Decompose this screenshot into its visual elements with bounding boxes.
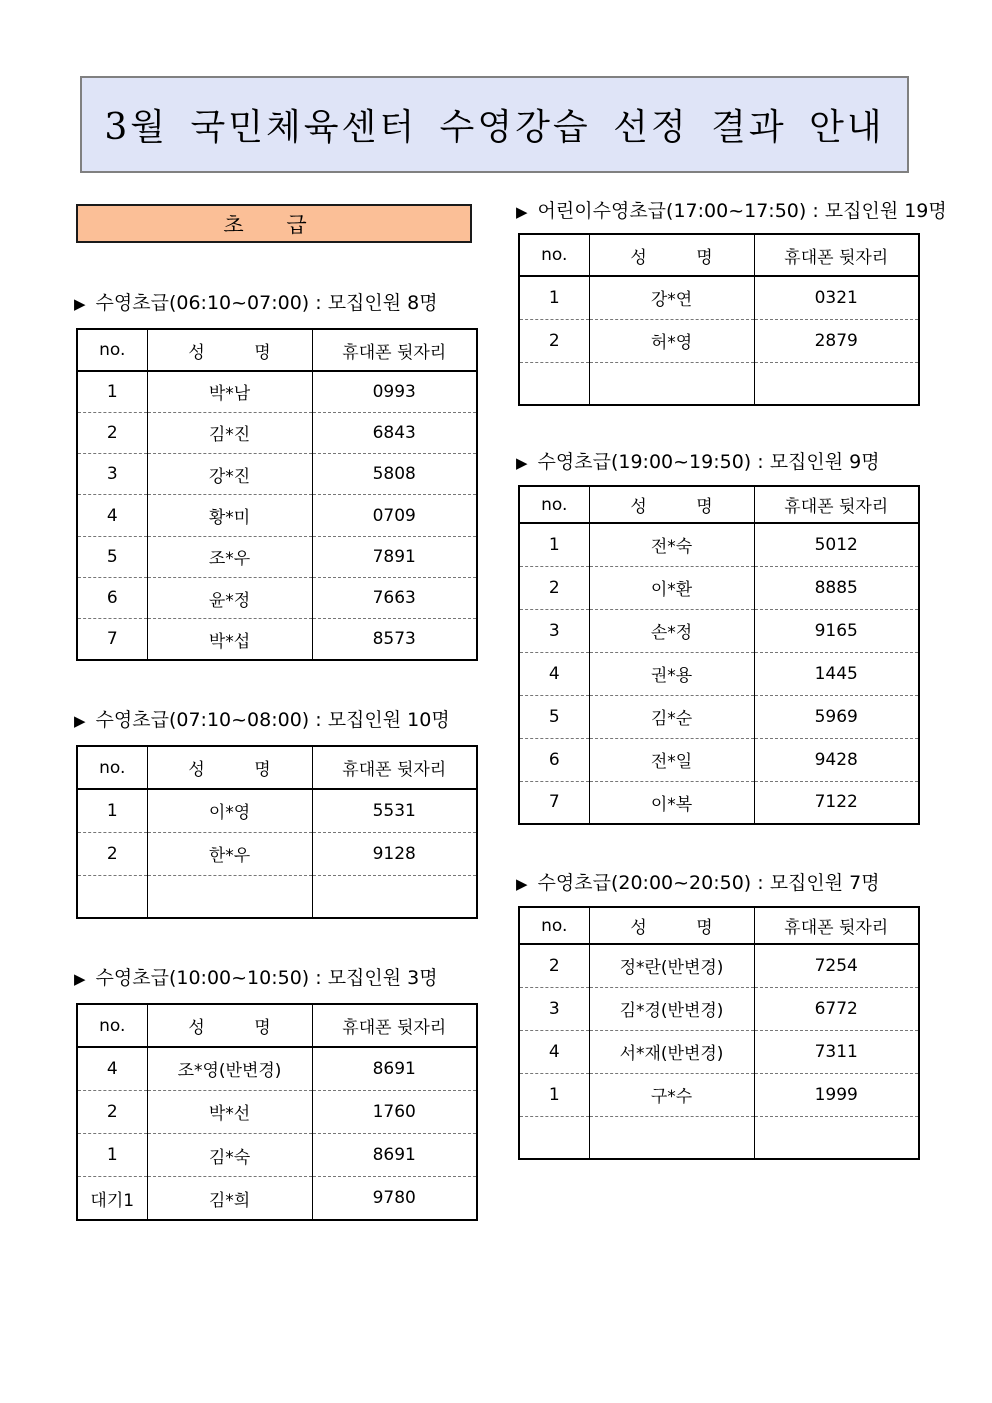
column-header-name: 성 명 [147, 329, 312, 371]
cell-no: 7 [77, 619, 147, 660]
column-header-name: 성 명 [147, 746, 312, 789]
cell-phone: 1445 [754, 652, 919, 695]
cell-no: 4 [519, 1030, 589, 1073]
table-row [77, 536, 477, 577]
table-row [519, 566, 919, 609]
section-heading-text: 수영초급(07:10~08:00) : 모집인원 10명 [95, 709, 450, 731]
cell-no: 1 [519, 523, 589, 566]
cell-name: 조*우 [147, 536, 312, 577]
cell-name: 한*우 [147, 832, 312, 875]
cell-phone [312, 875, 477, 918]
cell-name: 이*환 [589, 566, 754, 609]
arrow-icon: ▶ [516, 875, 528, 893]
cell-no: 2 [77, 412, 147, 453]
arrow-icon: ▶ [516, 203, 528, 221]
table-row [519, 523, 919, 566]
column-header-no: no. [77, 1004, 147, 1047]
cell-name: 윤*정 [147, 577, 312, 618]
cell-phone: 8885 [754, 566, 919, 609]
cell-phone: 7663 [312, 577, 477, 618]
cell-no: 2 [519, 944, 589, 987]
cell-name [147, 875, 312, 918]
cell-phone: 9428 [754, 738, 919, 781]
section-heading [74, 705, 450, 732]
level-label: 초 급 [76, 204, 472, 243]
cell-phone: 6772 [754, 987, 919, 1030]
table-row [77, 1134, 477, 1177]
section-heading-text: 수영초급(20:00~20:50) : 모집인원 7명 [537, 872, 880, 894]
cell-phone: 9165 [754, 609, 919, 652]
table-row [519, 362, 919, 405]
table-row [77, 412, 477, 453]
cell-name: 김*진 [147, 412, 312, 453]
table-row [519, 609, 919, 652]
cell-phone: 6843 [312, 412, 477, 453]
column-header-no: no. [519, 907, 589, 944]
table-row [519, 944, 919, 987]
cell-no: 5 [77, 536, 147, 577]
cell-phone: 8691 [312, 1047, 477, 1090]
cell-name: 허*영 [589, 319, 754, 362]
cell-phone: 7122 [754, 781, 919, 824]
table-row [519, 738, 919, 781]
cell-name: 손*정 [589, 609, 754, 652]
table-row [519, 1116, 919, 1159]
table-row [77, 875, 477, 918]
cell-phone: 7311 [754, 1030, 919, 1073]
cell-phone: 9128 [312, 832, 477, 875]
roster-table [518, 906, 920, 1160]
cell-name: 강*연 [589, 276, 754, 319]
cell-no: 1 [77, 371, 147, 412]
table-row [519, 1073, 919, 1116]
column-header-no: no. [519, 486, 589, 523]
section-heading [516, 196, 947, 223]
cell-phone: 5012 [754, 523, 919, 566]
cell-no: 5 [519, 695, 589, 738]
cell-no: 2 [77, 832, 147, 875]
table-row [519, 276, 919, 319]
cell-name: 김*경(반변경) [589, 987, 754, 1030]
cell-no [519, 362, 589, 405]
cell-no: 7 [519, 781, 589, 824]
cell-no: 대기1 [77, 1177, 147, 1220]
section-heading-text: 수영초급(19:00~19:50) : 모집인원 9명 [537, 451, 880, 473]
roster-table [518, 233, 920, 406]
table-row [519, 987, 919, 1030]
cell-no: 6 [77, 577, 147, 618]
cell-no [519, 1116, 589, 1159]
table-row [77, 577, 477, 618]
column-header-name: 성 명 [589, 486, 754, 523]
cell-no: 3 [519, 609, 589, 652]
section-heading [516, 447, 880, 474]
table-row [77, 1090, 477, 1133]
section-heading [74, 288, 438, 315]
cell-name: 이*영 [147, 789, 312, 832]
cell-name: 이*복 [589, 781, 754, 824]
roster-table [76, 328, 478, 661]
table-row [77, 1177, 477, 1220]
cell-phone: 1760 [312, 1090, 477, 1133]
table-row [519, 1030, 919, 1073]
column-header-name: 성 명 [589, 907, 754, 944]
table-row [519, 781, 919, 824]
cell-name: 김*희 [147, 1177, 312, 1220]
cell-name: 황*미 [147, 495, 312, 536]
cell-phone [754, 362, 919, 405]
cell-phone: 5808 [312, 454, 477, 495]
cell-name: 구*수 [589, 1073, 754, 1116]
column-header-no: no. [519, 234, 589, 276]
cell-no: 1 [77, 789, 147, 832]
cell-name: 박*남 [147, 371, 312, 412]
section-heading-text: 어린이수영초급(17:00~17:50) : 모집인원 19명 [537, 200, 947, 222]
cell-phone: 1999 [754, 1073, 919, 1116]
cell-name: 김*숙 [147, 1134, 312, 1177]
column-header-name: 성 명 [147, 1004, 312, 1047]
column-header-phone: 휴대폰 뒷자리 [312, 746, 477, 789]
cell-name: 박*섭 [147, 619, 312, 660]
cell-name: 전*일 [589, 738, 754, 781]
cell-phone [754, 1116, 919, 1159]
roster-table [76, 745, 478, 919]
cell-phone: 0321 [754, 276, 919, 319]
cell-name: 권*용 [589, 652, 754, 695]
cell-no: 4 [77, 1047, 147, 1090]
roster-table [76, 1003, 478, 1221]
cell-phone: 0709 [312, 495, 477, 536]
cell-no: 6 [519, 738, 589, 781]
table-row [77, 619, 477, 660]
cell-phone: 5531 [312, 789, 477, 832]
column-header-phone: 휴대폰 뒷자리 [754, 486, 919, 523]
cell-name: 정*란(반변경) [589, 944, 754, 987]
cell-phone: 8573 [312, 619, 477, 660]
cell-no: 2 [519, 319, 589, 362]
table-row [519, 319, 919, 362]
column-header-phone: 휴대폰 뒷자리 [312, 329, 477, 371]
table-row [77, 1047, 477, 1090]
cell-no: 1 [77, 1134, 147, 1177]
page-title: 3월 국민체육센터 수영강습 선정 결과 안내 [80, 76, 909, 173]
cell-name: 강*진 [147, 454, 312, 495]
cell-no: 1 [519, 1073, 589, 1116]
arrow-icon: ▶ [74, 295, 86, 313]
cell-name: 박*선 [147, 1090, 312, 1133]
roster-table [518, 485, 920, 825]
cell-no [77, 875, 147, 918]
cell-phone: 7254 [754, 944, 919, 987]
cell-no: 4 [77, 495, 147, 536]
table-row [77, 454, 477, 495]
table-row [77, 832, 477, 875]
column-header-no: no. [77, 329, 147, 371]
arrow-icon: ▶ [516, 454, 528, 472]
table-row [77, 789, 477, 832]
cell-name: 전*숙 [589, 523, 754, 566]
cell-phone: 7891 [312, 536, 477, 577]
cell-phone: 8691 [312, 1134, 477, 1177]
column-header-no: no. [77, 746, 147, 789]
cell-no: 2 [519, 566, 589, 609]
section-heading-text: 수영초급(10:00~10:50) : 모집인원 3명 [95, 967, 438, 989]
arrow-icon: ▶ [74, 712, 86, 730]
cell-name: 서*재(반변경) [589, 1030, 754, 1073]
cell-phone: 2879 [754, 319, 919, 362]
section-heading [74, 963, 438, 990]
cell-no: 3 [77, 454, 147, 495]
table-row [77, 371, 477, 412]
cell-no: 3 [519, 987, 589, 1030]
column-header-name: 성 명 [589, 234, 754, 276]
cell-phone: 5969 [754, 695, 919, 738]
cell-name: 김*순 [589, 695, 754, 738]
cell-no: 1 [519, 276, 589, 319]
table-row [519, 652, 919, 695]
cell-phone: 9780 [312, 1177, 477, 1220]
column-header-phone: 휴대폰 뒷자리 [754, 234, 919, 276]
table-row [77, 495, 477, 536]
cell-name [589, 362, 754, 405]
arrow-icon: ▶ [74, 970, 86, 988]
section-heading-text: 수영초급(06:10~07:00) : 모집인원 8명 [95, 292, 438, 314]
column-header-phone: 휴대폰 뒷자리 [754, 907, 919, 944]
cell-name [589, 1116, 754, 1159]
column-header-phone: 휴대폰 뒷자리 [312, 1004, 477, 1047]
cell-no: 2 [77, 1090, 147, 1133]
cell-name: 조*영(반변경) [147, 1047, 312, 1090]
cell-phone: 0993 [312, 371, 477, 412]
cell-no: 4 [519, 652, 589, 695]
table-row [519, 695, 919, 738]
section-heading [516, 868, 880, 895]
